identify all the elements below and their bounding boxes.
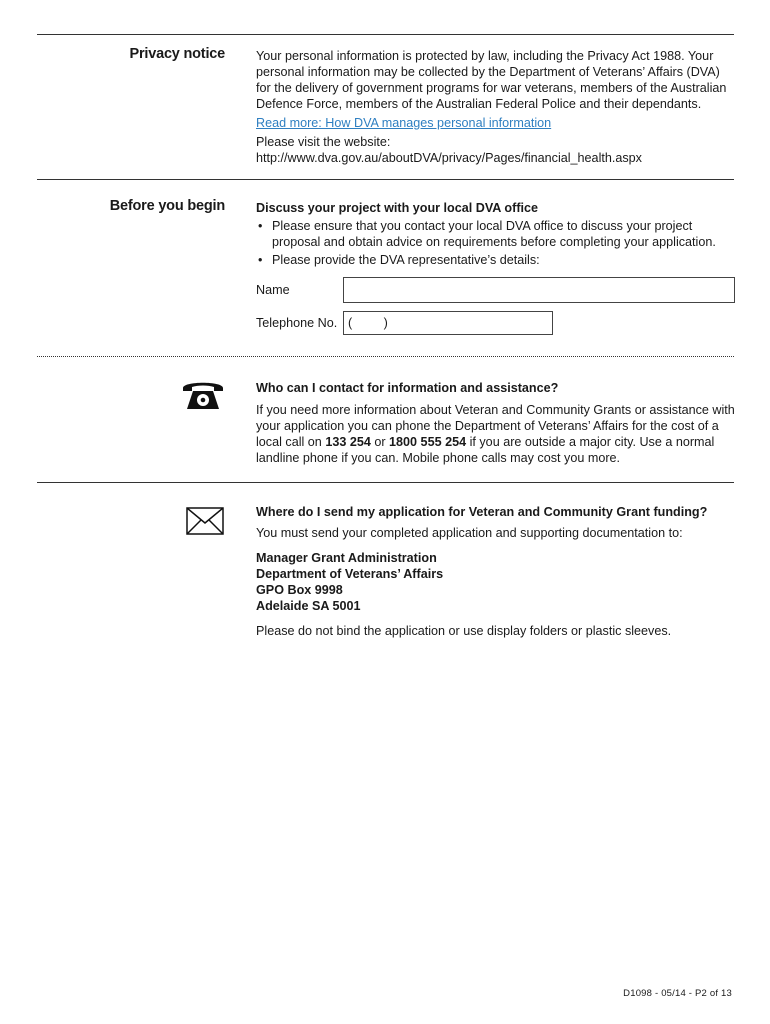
before-divider [37, 356, 734, 357]
send-section [256, 504, 738, 639]
contact-heading: Who can I contact for information and assistance? [256, 381, 559, 395]
name-label: Name [256, 283, 290, 297]
send-note: Please do not bind the application or use display folders or plastic sleeves. [256, 624, 672, 638]
phone-number-local: 133 254 [325, 435, 371, 449]
phone-row [256, 311, 553, 335]
contact-text: If you need more information about Veteran and Community Grants or assistance with your application you can phone the Department of Veterans’ Affairs for the cost of a local call on 133 254 or 1800 555 254 if you are outside a major city. Use a normal landline phone if you can. Mobile phone calls may cost you more. [256, 403, 735, 465]
before-subheading: Discuss your project with your local DVA office [256, 201, 539, 215]
name-row [256, 277, 735, 303]
privacy-link[interactable]: Read more: How DVA manages personal information [256, 116, 552, 130]
address-line-4: Adelaide SA 5001 [256, 599, 361, 613]
privacy-divider [37, 179, 734, 180]
phone-area-code: ( ) [348, 316, 388, 330]
name-field[interactable] [343, 277, 735, 303]
envelope-icon [186, 507, 224, 535]
privacy-url[interactable]: http://www.dva.gov.au/aboutDVA/privacy/Pages/financial_health.aspx [256, 151, 642, 165]
page-footer: D1098 - 05/14 - P2 of 13 [623, 988, 732, 999]
contact-section [256, 380, 738, 466]
before-bullets [256, 218, 738, 268]
send-heading: Where do I send my application for Veteran and Community Grant funding? [256, 505, 708, 519]
privacy-text: Your personal information is protected by law, including the Privacy Act 1988. Your personal information may be collected by the Department of Veterans’ Affairs (DVA) for the delivery of government programs for war veterans, members of the Australian Defence Force, members of the Australian Federal Police and their dependants. [256, 49, 727, 111]
privacy-section [256, 48, 738, 166]
phone-number-freecall: 1800 555 254 [389, 435, 467, 449]
privacy-heading: Privacy notice [129, 46, 225, 62]
before-section [256, 200, 738, 268]
phone-field[interactable] [343, 311, 553, 335]
before-bullet-1: • Please ensure that you contact your local DVA office to discuss your project proposal and obtain advice on requirements before completing your application. [256, 218, 738, 250]
address-line-1: Manager Grant Administration [256, 551, 437, 565]
telephone-icon [180, 378, 226, 412]
send-text: You must send your completed application and supporting documentation to: [256, 526, 683, 540]
address-line-3: GPO Box 9998 [256, 583, 343, 597]
privacy-visit: Please visit the website: [256, 135, 391, 149]
contact-divider [37, 482, 734, 483]
before-heading: Before you begin [109, 198, 225, 214]
phone-label: Telephone No. [256, 316, 338, 330]
address-line-2: Department of Veterans’ Affairs [256, 567, 444, 581]
before-bullet-2: • Please provide the DVA representative’s details: [256, 252, 738, 268]
top-divider [37, 34, 734, 35]
mailing-address [256, 550, 738, 614]
